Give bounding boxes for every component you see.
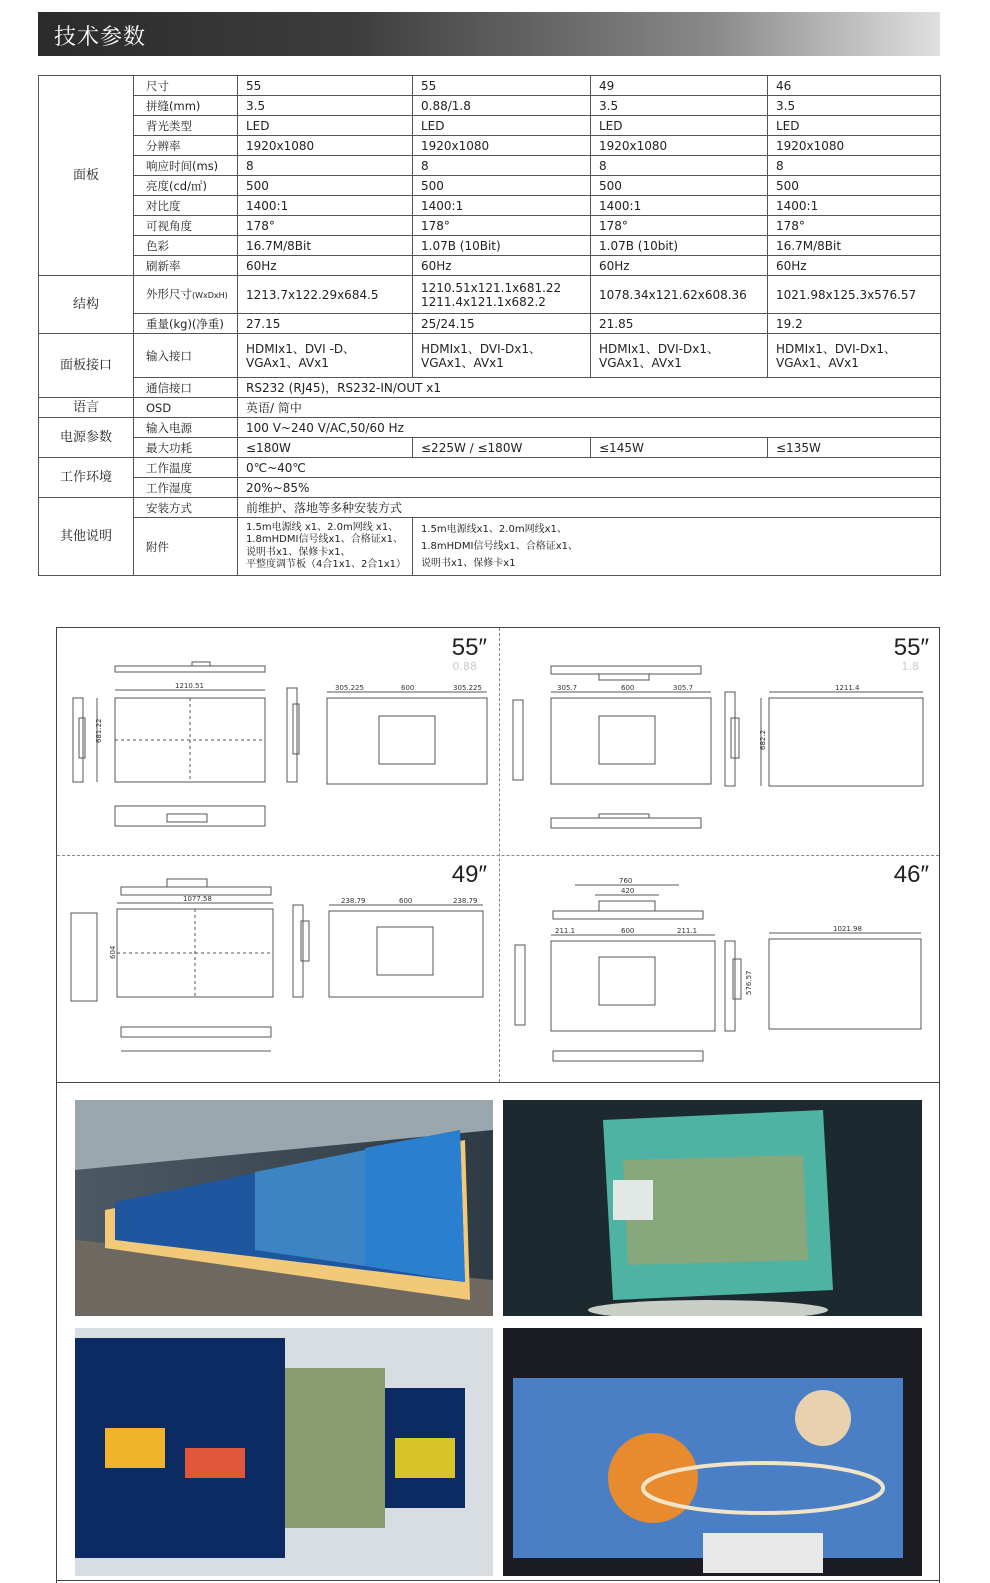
photo-4-art [503, 1328, 922, 1576]
height-dim-label: 681.22 [95, 718, 103, 743]
photo-exhibition-hall [75, 1100, 493, 1316]
param-name: 尺寸 [134, 76, 238, 96]
table-row [39, 334, 941, 378]
cell: 20%~85% [238, 478, 941, 498]
cell: LED [591, 116, 768, 136]
seg-dim-label: 238.79 [453, 897, 478, 905]
table-row [39, 76, 941, 96]
cell: 1920x1080 [238, 136, 413, 156]
param-name: 附件 [134, 518, 238, 576]
dimension-drawings [56, 627, 940, 1083]
cell: 1400:1 [238, 196, 413, 216]
size-label: 55″ [451, 634, 487, 661]
cell: 100 V~240 V/AC,50/60 Hz [238, 418, 941, 438]
width-dim-label: 1021.98 [833, 925, 862, 933]
cell: 8 [768, 156, 941, 176]
width-dim-label: 1210.51 [175, 682, 204, 690]
cell: ≤180W [238, 438, 413, 458]
cell: 1.07B (10Bit) [413, 236, 591, 256]
param-name: 工作湿度 [134, 478, 238, 498]
seam-label: 1.8 [901, 660, 919, 673]
seg-dim-label: 600 [399, 897, 413, 905]
param-name: 输入接口 [134, 334, 238, 378]
param-name: 刷新率 [134, 256, 238, 276]
table-row [39, 458, 941, 478]
param-name: 外形尺寸(WxDxH) [134, 276, 238, 314]
photo-control-room [75, 1328, 493, 1576]
category-label: 语言 [39, 398, 134, 418]
table-row [39, 96, 941, 116]
cell: 1400:1 [591, 196, 768, 216]
cell: 8 [238, 156, 413, 176]
seg-dim-label: 305.7 [673, 684, 694, 692]
photo-2-art [503, 1100, 922, 1316]
cell: RS232 (RJ45)，RS232-IN/OUT x1 [238, 378, 941, 398]
drawing-svg [499, 628, 941, 855]
cell: HDMIx1、DVI-Dx1、 VGAx1、AVx1 [768, 334, 941, 378]
cell: 16.7M/8Bit [238, 236, 413, 256]
cell: 0.88/1.8 [413, 96, 591, 116]
seg-dim-label: 600 [401, 684, 415, 692]
spec-table [38, 75, 941, 576]
cell: 19.2 [768, 314, 941, 334]
category-label: 其他说明 [39, 498, 134, 576]
table-row [39, 314, 941, 334]
section-title: 技术参数 [54, 25, 147, 50]
cell: 3.5 [238, 96, 413, 116]
photo-1-art [75, 1100, 493, 1316]
drawing-55-088 [57, 628, 499, 855]
table-row [39, 176, 941, 196]
cell: LED [413, 116, 591, 136]
param-name: 安装方式 [134, 498, 238, 518]
cell: 500 [413, 176, 591, 196]
param-name: 重量(kg)(净重) [134, 314, 238, 334]
table-row [39, 196, 941, 216]
cell: 49 [591, 76, 768, 96]
table-row [39, 116, 941, 136]
param-name: 亮度(cd/㎡) [134, 176, 238, 196]
cell: 1.07B (10bit) [591, 236, 768, 256]
drawing-46 [499, 855, 941, 1082]
table-row [39, 478, 941, 498]
param-name: 输入电源 [134, 418, 238, 438]
category-label: 工作环境 [39, 458, 134, 498]
table-row [39, 398, 941, 418]
table-row [39, 418, 941, 438]
cell: 1.5m电源线x1、2.0m网线x1、 1.8mHDMI信号线x1、合格证x1、 说明书x1、保修卡x1 [413, 518, 941, 576]
section-header [38, 12, 940, 56]
cell: 1078.34x121.62x608.36 [591, 276, 768, 314]
width-dim-label: 1077.58 [183, 895, 212, 903]
cell: 500 [768, 176, 941, 196]
cell: 8 [591, 156, 768, 176]
param-name: 工作温度 [134, 458, 238, 478]
table-row [39, 216, 941, 236]
cell: 27.15 [238, 314, 413, 334]
cell: 178° [413, 216, 591, 236]
cell: ≤135W [768, 438, 941, 458]
cell: 3.5 [591, 96, 768, 116]
cell: 0℃~40℃ [238, 458, 941, 478]
size-label: 55″ [893, 634, 929, 661]
table-row [39, 518, 941, 576]
cell: 8 [413, 156, 591, 176]
param-name: 背光类型 [134, 116, 238, 136]
height-dim-label: 576.57 [745, 970, 753, 995]
param-name: 最大功耗 [134, 438, 238, 458]
cell: 1400:1 [768, 196, 941, 216]
cell: 3.5 [768, 96, 941, 116]
seg-dim-label: 211.1 [555, 927, 576, 935]
cell: HDMIx1、DVI -D、 VGAx1、AVx1 [238, 334, 413, 378]
cell: 1920x1080 [413, 136, 591, 156]
cell: 60Hz [768, 256, 941, 276]
photo-cube-wall [503, 1100, 922, 1316]
cell: 1920x1080 [591, 136, 768, 156]
width-dim-label: 1211.4 [835, 684, 860, 692]
table-row [39, 156, 941, 176]
cell: 55 [413, 76, 591, 96]
height-dim-label: 604 [109, 945, 117, 959]
cell: 1210.51x121.1x681.22 1211.4x121.1x682.2 [413, 276, 591, 314]
cell: 25/24.15 [413, 314, 591, 334]
seg-dim-label: 600 [621, 927, 635, 935]
cell: 1920x1080 [768, 136, 941, 156]
table-row [39, 438, 941, 458]
seam-label: 0.88 [452, 660, 477, 673]
cell: 55 [238, 76, 413, 96]
category-label: 电源参数 [39, 418, 134, 458]
cell: 英语/ 简中 [238, 398, 941, 418]
cell: 21.85 [591, 314, 768, 334]
cell: 1213.7x122.29x684.5 [238, 276, 413, 314]
application-photos [56, 1083, 940, 1583]
seg-dim-label: 305.7 [557, 684, 578, 692]
top-dim-label: 420 [621, 887, 635, 895]
cell: 46 [768, 76, 941, 96]
height-dim-label: 682.2 [759, 729, 767, 750]
param-name: OSD [134, 398, 238, 418]
seg-dim-label: 305.225 [453, 684, 482, 692]
cell: HDMIx1、DVI-Dx1、 VGAx1、AVx1 [413, 334, 591, 378]
cell: LED [768, 116, 941, 136]
cell: 60Hz [238, 256, 413, 276]
cell: 178° [238, 216, 413, 236]
cell: 178° [768, 216, 941, 236]
table-row [39, 276, 941, 314]
category-label: 结构 [39, 276, 134, 334]
cell: 178° [591, 216, 768, 236]
cell: 500 [591, 176, 768, 196]
seg-dim-label: 238.79 [341, 897, 366, 905]
cell: LED [238, 116, 413, 136]
param-name: 通信接口 [134, 378, 238, 398]
seg-dim-label: 600 [621, 684, 635, 692]
drawing-svg [499, 855, 941, 1082]
param-name: 分辨率 [134, 136, 238, 156]
seg-dim-label: 305.225 [335, 684, 364, 692]
table-row [39, 256, 941, 276]
param-name: 可视角度 [134, 216, 238, 236]
drawing-55-18 [499, 628, 941, 855]
table-row [39, 498, 941, 518]
top-dim-label: 760 [619, 877, 633, 885]
param-name: 拼缝(mm) [134, 96, 238, 116]
cell: 16.7M/8Bit [768, 236, 941, 256]
category-label: 面板 [39, 76, 134, 276]
seg-dim-label: 211.1 [677, 927, 698, 935]
cell: ≤225W / ≤180W [413, 438, 591, 458]
param-name: 响应时间(ms) [134, 156, 238, 176]
size-label: 46″ [893, 861, 929, 888]
cell: 前维护、落地等多种安装方式 [238, 498, 941, 518]
cell: 500 [238, 176, 413, 196]
photo-3-art [75, 1328, 493, 1576]
category-label: 面板接口 [39, 334, 134, 398]
cell: 1.5m电源线 x1、2.0m网线 x1、 1.8mHDMI信号线x1、合格证x1、 说明书x1、保修卡x1、 平整度调节板（4合1x1、2合1x1） [238, 518, 413, 576]
size-label: 49″ [451, 861, 487, 888]
cell: 1400:1 [413, 196, 591, 216]
cell: 60Hz [413, 256, 591, 276]
cell: 60Hz [591, 256, 768, 276]
param-name: 对比度 [134, 196, 238, 216]
cell: 1021.98x125.3x576.57 [768, 276, 941, 314]
drawing-svg [57, 628, 499, 855]
table-row [39, 236, 941, 256]
drawing-49 [57, 855, 499, 1082]
table-row [39, 136, 941, 156]
cell: ≤145W [591, 438, 768, 458]
cell: HDMIx1、DVI-Dx1、 VGAx1、AVx1 [591, 334, 768, 378]
table-row [39, 378, 941, 398]
photo-space-wall [503, 1328, 922, 1576]
drawing-svg [57, 855, 499, 1082]
param-name: 色彩 [134, 236, 238, 256]
